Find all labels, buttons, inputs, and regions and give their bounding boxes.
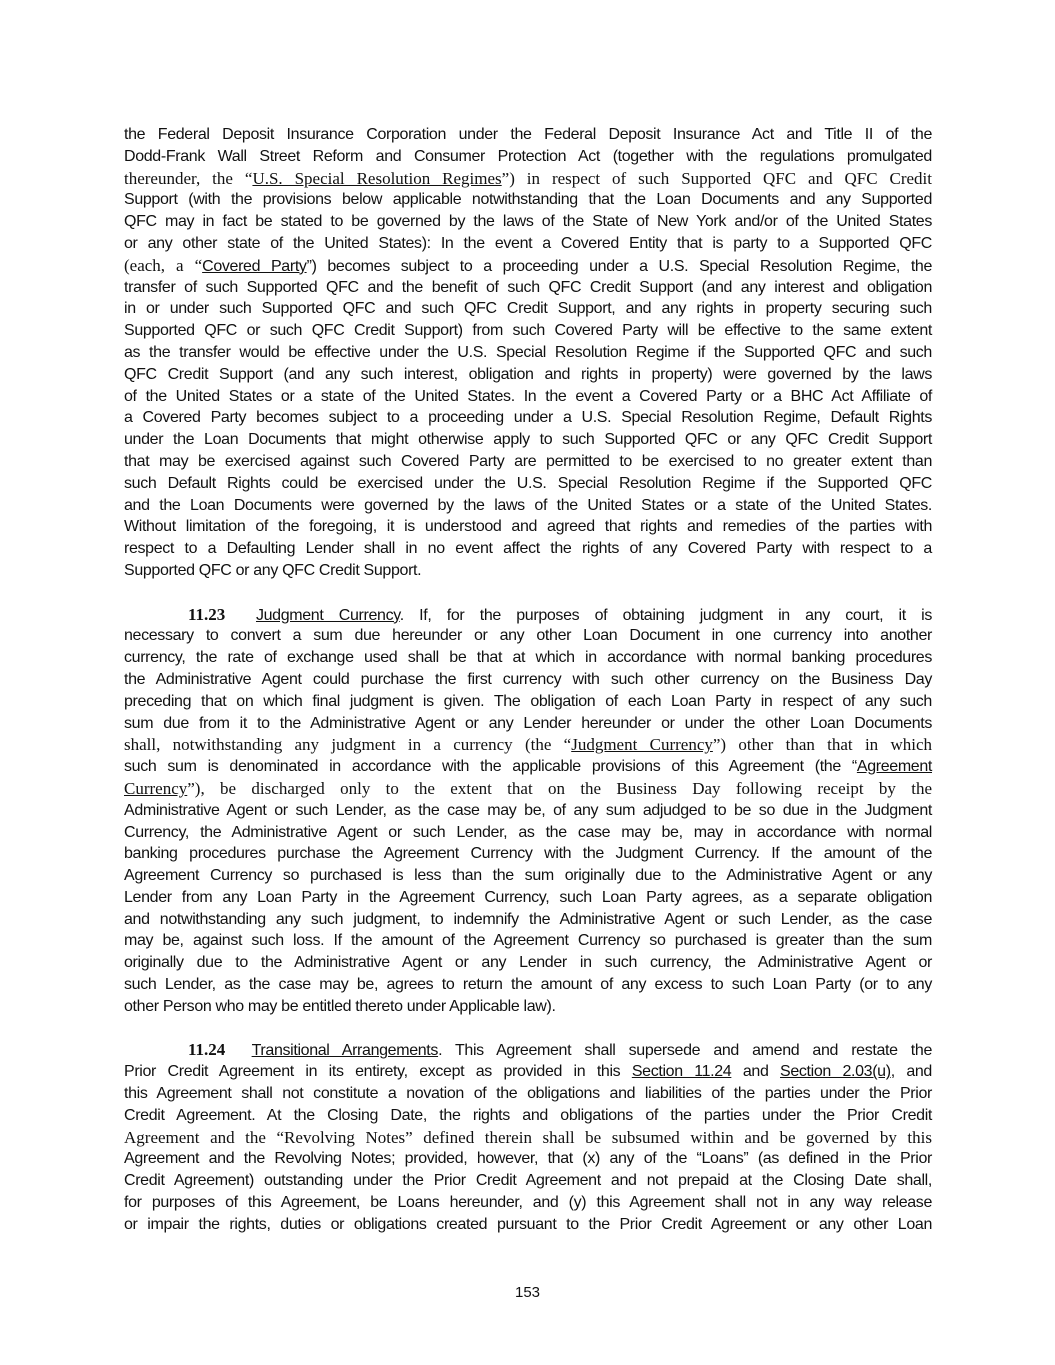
section-11-23 — [124, 604, 932, 1018]
text-line: as the transfer would be effective under the U.S. Special Resolution Regime if the Supported QFC and such — [124, 343, 932, 361]
cross-reference-section-2-03u[interactable]: Section 2.03(u) — [780, 1063, 891, 1081]
page-number: 153 — [514, 1284, 541, 1301]
text-line: Credit Agreement) outstanding under the Prior Credit Agreement and not prepaid at the Closing Date shall, — [124, 1172, 932, 1190]
text-line: in or under such Supported QFC and such QFC Credit Support, and any rights in property securing such — [124, 300, 932, 318]
paragraph-qfc — [124, 124, 932, 582]
text-line: necessary to convert a sum due hereunder or any other Loan Document in one currency into another — [124, 627, 932, 645]
text-line: a Covered Party becomes subject to a proceeding under a U.S. Special Resolution Regime, Default Rights — [124, 409, 932, 427]
defined-term-agreement-currency-cont: Currency — [124, 778, 188, 798]
text-line: currency, the rate of exchange used shall be that at which in accordance with normal banking procedures — [124, 649, 932, 667]
defined-term-covered-party: Covered Party — [202, 257, 307, 275]
text-line: under the Loan Documents that might otherwise apply to such Supported QFC or any QFC Credit Support — [124, 431, 932, 449]
text-line: sum due from it to the Administrative Agent or any Lender hereunder or under the other Loan Documents — [124, 714, 932, 732]
section-11-24 — [124, 1039, 932, 1235]
text-line: this Agreement shall not constitute a novation of the obligations and liabilities of the parties under the Prior — [124, 1085, 932, 1103]
text-line: Support (with the provisions below applicable notwithstanding that the Loan Documents and any Supported — [124, 191, 932, 209]
section-number: 11.24 — [188, 1040, 226, 1060]
text-line: banking procedures purchase the Agreement Currency with the Judgment Currency. If the amount of the — [124, 845, 932, 863]
text-line: Supported QFC or any QFC Credit Support. — [124, 561, 422, 579]
text-line: such Default Rights could be exercised under the U.S. Special Resolution Regime if the Supported QFC — [124, 474, 932, 492]
text-line: that may be exercised against such Covered Party are permitted to be exercised to no greater extent than — [124, 452, 932, 470]
section-heading-line: 11.24 Transitional Arrangements. This Agreement shall supersede and amend and restate the — [188, 1040, 932, 1060]
text-line: the Federal Deposit Insurance Corporation under the Federal Deposit Insurance Act and Title II of the — [124, 126, 932, 143]
document-page — [124, 124, 932, 1236]
text-line: Agreement Currency so purchased is less than the sum originally due to the Administrative Agent or any — [124, 867, 932, 885]
text-line: the Administrative Agent could purchase the first currency with such other currency on the Business Day — [124, 670, 932, 688]
text-line: Supported QFC or such QFC Credit Support) from such Covered Party will be effective to the same extent — [124, 322, 932, 340]
section-heading-line: 11.23 Judgment Currency. If, for the purposes of obtaining judgment in any court, it is — [188, 604, 932, 624]
text-line: Dodd-Frank Wall Street Reform and Consumer Protection Act (together with the regulations promulgated — [124, 147, 932, 165]
text-line: and the Loan Documents were governed by the laws of the United States or a state of the United States. — [124, 496, 932, 514]
text-line: Administrative Agent or such Lender, as the case may be, of any sum adjudged to be so due in the Judgment — [124, 801, 932, 819]
cross-reference-section-11-24[interactable]: Section 11.24 — [631, 1063, 732, 1081]
section-heading: Transitional Arrangements — [251, 1042, 439, 1060]
text-line: Credit Agreement. At the Closing Date, the rights and obligations of the parties under the Prior Credit — [124, 1106, 932, 1124]
text-line: QFC Credit Support (and any such interest, obligation and rights in property) were governed by the laws — [124, 365, 932, 383]
text-line: or any other state of the United States): In the event a Covered Entity that is party to a Supported QFC — [124, 234, 932, 252]
text-line: transfer of such Supported QFC and the benefit of such QFC Credit Support (and any interest and obligation — [124, 278, 932, 296]
paragraph-spacer — [124, 1018, 932, 1040]
text-line: other Person who may be entitled thereto under Applicable law). — [124, 997, 556, 1015]
defined-term-judgment-currency: Judgment Currency — [571, 735, 713, 755]
defined-term-us-special-resolution-regimes: U.S. Special Resolution Regimes — [252, 168, 502, 188]
text-line: or impair the rights, duties or obligations created pursuant to the Prior Credit Agreement or any other Loan — [124, 1215, 932, 1233]
section-heading: Judgment Currency — [255, 606, 400, 624]
defined-term-agreement-currency: Agreement — [856, 758, 932, 776]
text-line: and notwithstanding any such judgment, to indemnify the Administrative Agent or such Lender, as the case — [124, 910, 932, 928]
paragraph-spacer — [124, 582, 932, 604]
text-line: such sum is denominated in accordance with the applicable provisions of this Agreement (the “Agreement — [124, 758, 932, 776]
text-line: may be, against such loss. If the amount of the Agreement Currency so purchased is greater than the sum — [124, 932, 932, 950]
text-line: Currency”), be discharged only to the extent that on the Business Day following receipt by the — [124, 778, 932, 798]
text-line: (each, a “Covered Party”) becomes subject to a proceeding under a U.S. Special Resolution Regime, the — [124, 255, 933, 275]
text-line: QFC may in fact be stated to be governed by the laws of the State of New York and/or of the United States — [124, 213, 932, 231]
text-line: shall, notwithstanding any judgment in a currency (the “Judgment Currency”) other than that in which — [124, 735, 933, 755]
text-line: Agreement and the Revolving Notes; provided, however, that (x) any of the “Loans” (as defined in the Prior — [124, 1150, 932, 1168]
text-line: of the United States or a state of the United States. In the event a Covered Party or a BHC Act Affiliate of — [124, 387, 932, 405]
text-line: Agreement and the “Revolving Notes” defined therein shall be subsumed within and be governed by this — [124, 1127, 932, 1147]
text-line: Currency, the Administrative Agent or such Lender, as the case may be, may in accordance with normal — [124, 823, 932, 841]
section-number: 11.23 — [188, 604, 226, 624]
text-line: Lender from any Loan Party in the Agreement Currency, such Loan Party agrees, as a separate obligation — [124, 888, 932, 906]
text-line: Prior Credit Agreement in its entirety, except as provided in this Section 11.24 and Section 2.03(u), and — [124, 1063, 932, 1081]
text-line: preceding that on which final judgment is given. The obligation of each Loan Party in respect of any such — [124, 692, 932, 710]
text-line: respect to a Defaulting Lender shall in no event affect the rights of any Covered Party with respect to a — [124, 540, 932, 558]
text-line: such Lender, as the case may be, agrees to return the amount of any excess to such Loan Party (or to any — [124, 976, 932, 994]
text-line: thereunder, the “U.S. Special Resolution Regimes”) in respect of such Supported QFC and QFC Credit — [124, 168, 932, 188]
text-line: originally due to the Administrative Agent or any Lender in such currency, the Administrative Agent or — [124, 954, 932, 972]
text-line: Without limitation of the foregoing, it is understood and agreed that rights and remedies of the parties with — [124, 518, 932, 536]
text-line: for purposes of this Agreement, be Loans hereunder, and (y) this Agreement shall not in any way release — [124, 1194, 932, 1212]
